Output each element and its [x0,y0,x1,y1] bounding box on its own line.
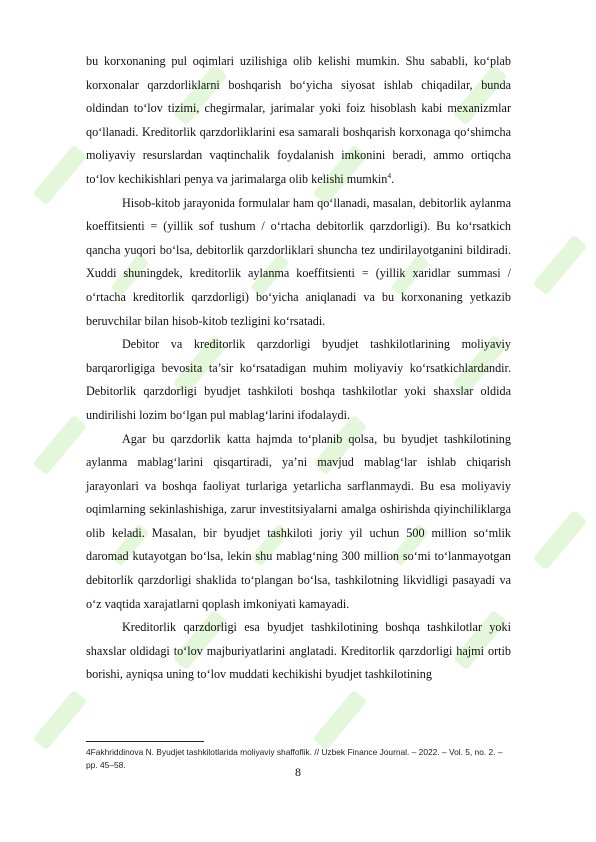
footnote: 4Fakhriddinova N. Byudjet tashkilotlarida moliyaviy shaffoflik. // Uzbek Finance Journal. – 2022. – Vol. 5, no. 2. – pp. 45–58. [86,747,503,770]
paragraph-5: Kreditorlik qarzdorligi esa byudjet tashkilotining boshqa tashkilotlar yoki shaxslar oldidagi to‘lov majburiyatlarini anglatadi. Kreditorlik qarzdorligi hajmi ortib borishi, ayniqsa uning to‘lov muddati kechikishi byudjet tashkilotining [86,620,511,682]
paragraph-2: Hisob-kitob jarayonida formulalar ham qo‘llanadi, masalan, debitorlik aylanma koeffitsienti = (yillik sof tushum / o‘rtacha debitorlik qarzdorligi). Bu ko‘rsatkich qancha yuqori bo‘lsa, debitorlik qarzdorliklari shuncha tez undirilayotganini bildiradi. Xuddi shuningdek, kreditorlik aylanma koeffitsienti = (yillik xaridlar summasi / o‘rtacha kreditorlik qarzdorligi) bo‘yicha aniqlanadi va bu korxonaning yetkazib beruvchilar bilan hisob-kitob tezligini ko‘rsatadi. [86,195,511,328]
footnote-separator [86,741,204,742]
page-number: 8 [295,765,301,779]
paragraph-1-end: . [391,171,395,186]
paragraph-1 [86,50,511,192]
paragraph-3: Debitor va kreditorlik qarzdorligi byudjet tashkilotlarining moliyaviy barqarorligiga bevosita ta’sir ko‘rsatadigan muhim moliyaviy ko‘rsatkichlardandir. Debitorlik qarzdorligi byudjet tashkiloti boshqa tashkilotlar yoki shaxslar oldida undirilishi lozim bo‘lgan pul mablag‘larini ifodalaydi. [86,337,511,422]
footnote-reference[interactable]: 4 [387,170,392,180]
document-body [86,50,511,687]
paragraph-4: Agar bu qarzdorlik katta hajmda to‘planib qolsa, bu byudjet tashkilotining aylanma mablag‘larini qisqartiradi, ya’ni mavjud mablag‘lar ishlab chiqarish jarayonlari va boshqa faoliyat turlariga yetarlicha sarflanmaydi. Bu esa moliyaviy oqimlarning sekinlashishiga, zarur investitsiyalarni amalga oshirishda qiyinchiliklarga olib keladi. Masalan, bir byudjet tashkiloti joriy yil uchun 500 million so‘mlik daromad kutayotgan bo‘lsa, lekin shu mablag‘ning 300 million so‘mi to‘lanmayotgan debitorlik qarzdorligi shaklida to‘plangan bo‘lsa, tashkilotning likvidligi pasayadi va o‘z vaqtida xarajatlarni qoplash imkoniyati kamayadi. [86,431,511,611]
paragraph-1-text: bu korxonaning pul oqimlari uzilishiga olib kelishi mumkin. Shu sababli, ko‘plab korxonalar qarzdorliklarni boshqarish bo‘yicha siyosat ishlab chiqadilar, bunda oldindan to‘lov tizimi, chegirmalar, jarimalar yoki foiz hisoblash kabi mexanizmlar qo‘llanadi. Kreditorlik qarzdorliklarini esa samarali boshqarish korxonaga qo‘shimcha moliyaviy resurslardan vaqtinchalik foydalanish imkonini beradi, ammo ortiqcha to‘lov kechikishlari penya va jarimalarga olib kelishi mumkin [86,54,511,186]
